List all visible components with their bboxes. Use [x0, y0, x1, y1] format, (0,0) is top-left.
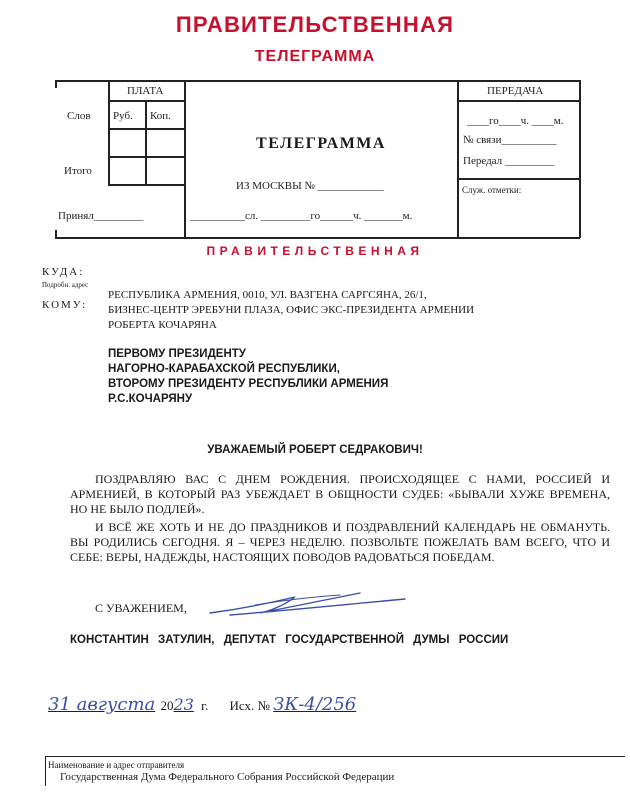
handwritten-date: 31 августа	[48, 694, 156, 715]
plata-label: ПЛАТА	[127, 85, 164, 97]
year-g: г.	[201, 698, 209, 713]
signatory-name: КОНСТАНТИН ЗАТУЛИН, ДЕПУТАТ ГОСУДАРСТВЕННОЙ ДУМЫ РОССИИ	[70, 634, 509, 646]
telegram-title-main: ПРАВИТЕЛЬСТВЕННАЯ	[175, 12, 455, 37]
peredacha-label: ПЕРЕДАЧА	[487, 85, 544, 97]
recipient-line-3: ВТОРОМУ ПРЕЗИДЕНТУ РЕСПУБЛИКИ АРМЕНИЯ	[108, 378, 389, 390]
form-center-title: ТЕЛЕГРАММА	[256, 135, 386, 152]
telegram-title-sub: ТЕЛЕГРАММА	[254, 48, 376, 65]
dateline	[48, 694, 356, 715]
salutation: УВАЖАЕМЫЙ РОБЕРТ СЕДРАКОВИЧ!	[207, 444, 423, 456]
prinyal-label: Принял_________	[58, 210, 144, 222]
handwritten-outgoing-number: ЗК-4/256	[273, 694, 357, 715]
sender-label: Наименование и адрес отправителя	[48, 760, 185, 770]
recipient-line-1: ПЕРВОМУ ПРЕЗИДЕНТУ	[108, 348, 246, 360]
recipient-line-2: НАГОРНО-КАРАБАХСКОЙ РЕСПУБЛИКИ,	[108, 363, 340, 375]
sluzh-label: Служ. отметки:	[462, 185, 522, 195]
address-line-1: РЕСПУБЛИКА АРМЕНИЯ, 0010, УЛ. ВАЗГЕНА САРГСЯНА, 26/1,	[108, 289, 427, 301]
kop-label: Коп.	[150, 110, 171, 122]
gov-class-label: ПРАВИТЕЛЬСТВЕННАЯ	[206, 244, 424, 258]
handwritten-signature	[200, 585, 420, 625]
outgoing-number-label: Исх. №	[229, 698, 270, 713]
body-paragraph-2: И ВСЁ ЖЕ ХОТЬ И НЕ ДО ПРАЗДНИКОВ И ПОЗДРАВЛЕНИЙ КАЛЕНДАРЬ НЕ ОБМАНУТЬ. ВЫ РОДИЛИСЬ СЕГОДНЯ. Я – ЧЕРЕЗ НЕДЕЛЮ. ПОЗВОЛЬТЕ ПОЖЕЛАТЬ ВАМ ВСЕГО, ЧТО И СЕБЕ: ВЕРЫ, НАДЕЖДЫ, НАСТОЯЩИХ ПОВОДОВ РАДОВАТЬСЯ ПОБЕДАМ.	[70, 520, 610, 564]
sender-value: Государственная Дума Федерального Собрания Российской Федерации	[60, 771, 395, 783]
handwritten-year: 23	[173, 695, 194, 714]
recipient-block	[108, 347, 388, 407]
address-line-2: БИЗНЕС-ЦЕНТР ЭРЕБУНИ ПЛАЗА, ОФИС ЭКС-ПРЕЗИДЕНТА АРМЕНИИ	[108, 304, 475, 316]
recipient-line-4: Р.С.КОЧАРЯНУ	[108, 393, 193, 405]
regards-text: С УВАЖЕНИЕМ,	[95, 601, 187, 615]
from-moscow-label: ИЗ МОСКВЫ № ____________	[236, 180, 384, 192]
rub-label: Руб.	[113, 110, 133, 122]
kuda-label: КУДА:	[42, 266, 85, 278]
podrobn-label: Подробн. адрес	[42, 281, 89, 289]
no-svyazi-label: № связи__________	[463, 134, 557, 146]
komu-label: КОМУ:	[42, 299, 88, 311]
body-paragraph-1: ПОЗДРАВЛЯЮ ВАС С ДНЕМ РОЖДЕНИЯ. ПРОИСХОДЯЩЕЕ С НАМИ, РОССИЕЙ И АРМЕНИЕЙ, В КОТОРЫЙ РАЗ УБЕЖДАЕТ В ОБЩНОСТИ СУДЕБ: «БЫВАЛИ ХУЖЕ ВРЕМЕНА, НО НЕ БЫЛО ПОДЛЕЙ».	[70, 472, 610, 516]
date-row-label: __________сл. _________го______ч. _______м.	[190, 210, 413, 222]
peredal-label: Передал _________	[463, 155, 555, 167]
address-line-3: РОБЕРТА КОЧАРЯНА	[108, 319, 217, 331]
go-ch-m-label: ____го____ч. ____м.	[467, 115, 564, 127]
year-prefix: 20	[160, 698, 174, 713]
slov-label: Слов	[67, 110, 91, 122]
itogo-label: Итого	[64, 165, 92, 177]
